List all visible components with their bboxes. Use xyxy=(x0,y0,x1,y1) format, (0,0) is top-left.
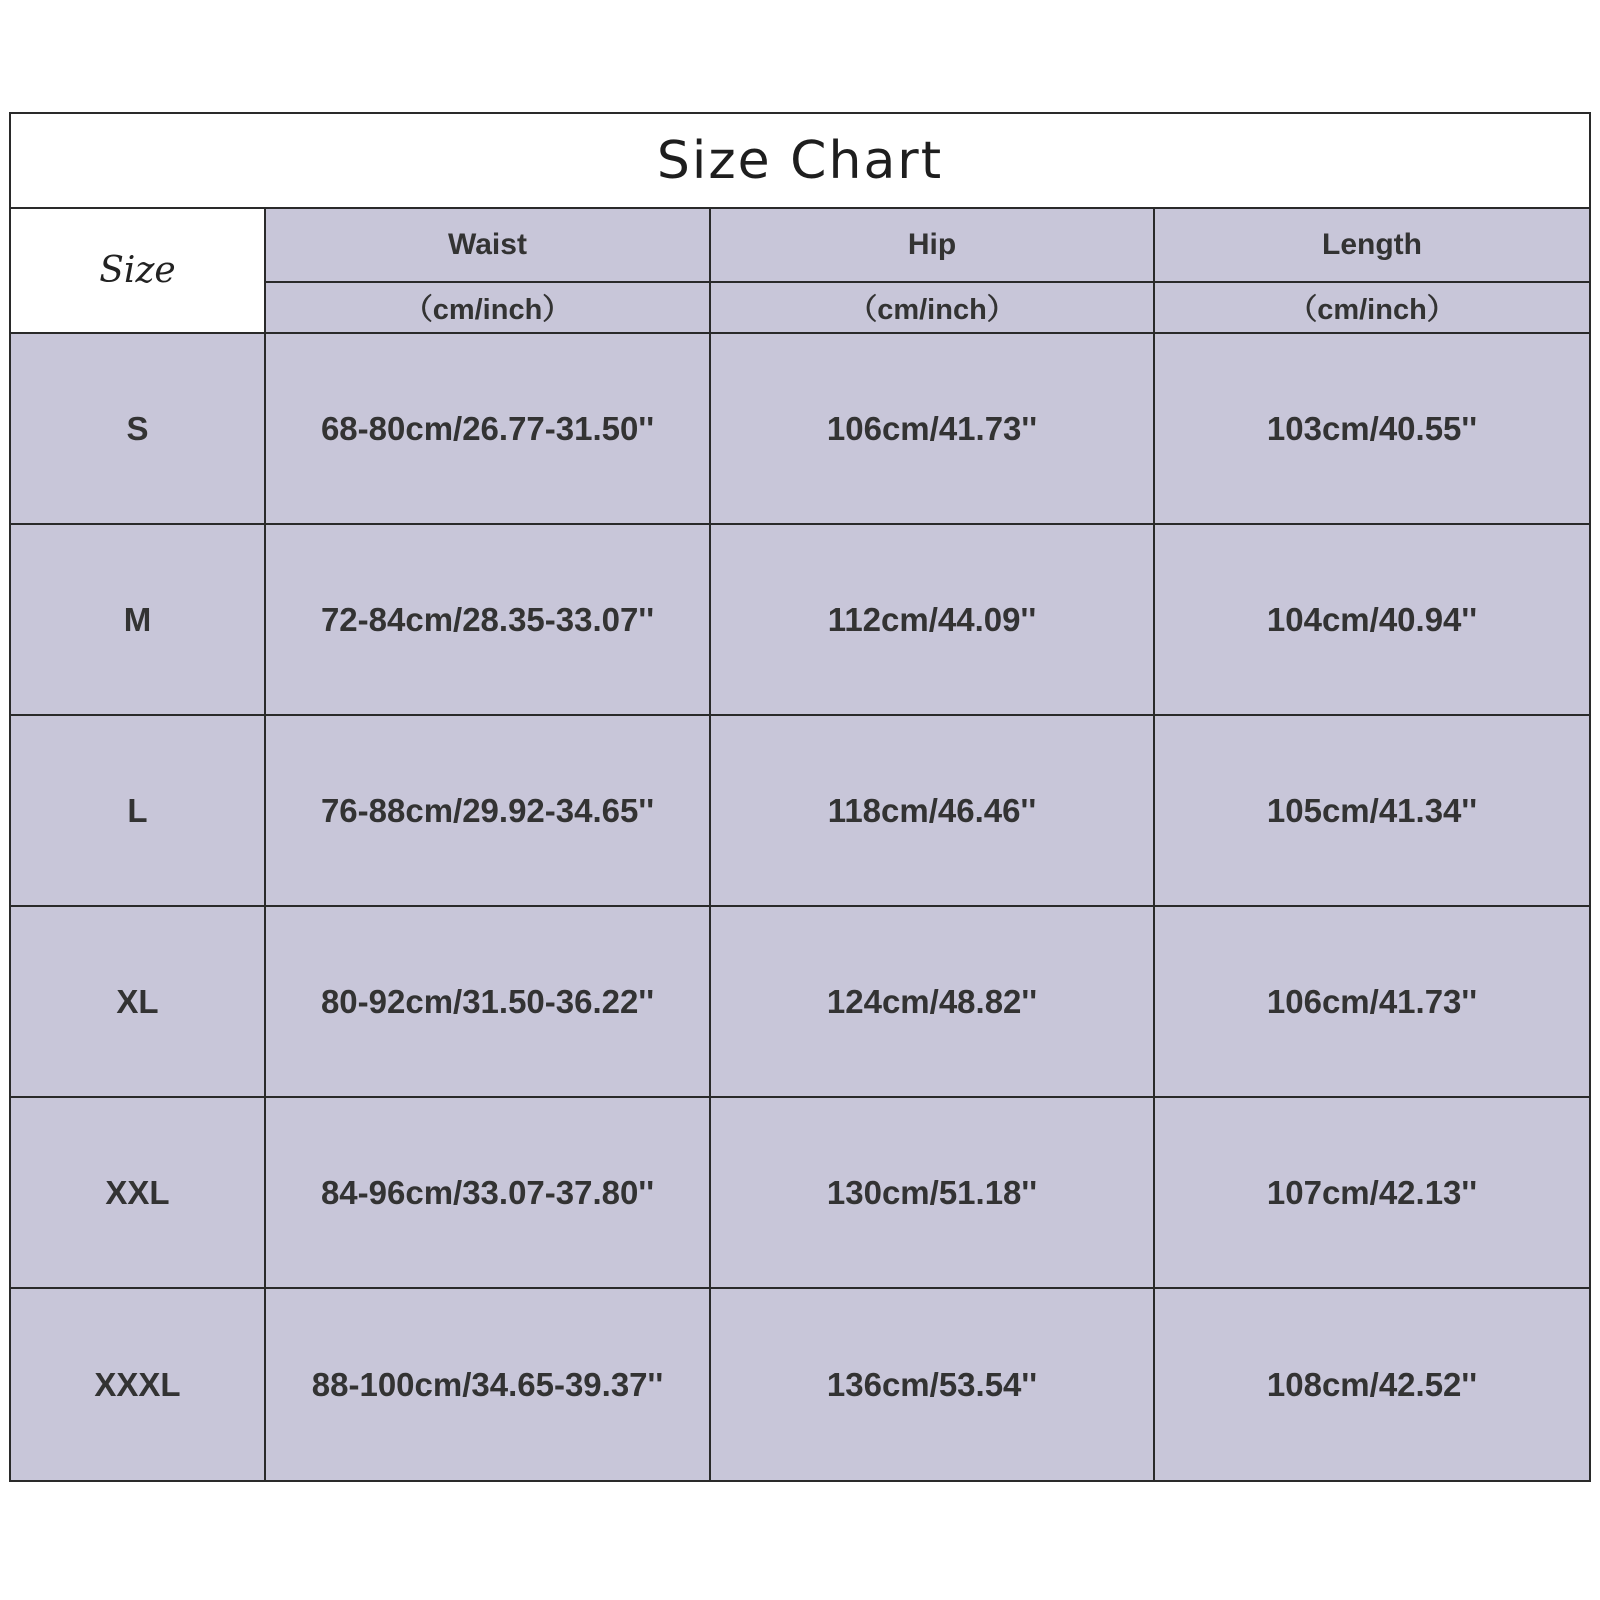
size-label: XXL xyxy=(11,1098,266,1289)
size-chart-table xyxy=(9,112,1591,1482)
length-value: 104cm/40.94'' xyxy=(1155,525,1589,716)
size-label: S xyxy=(11,334,266,525)
size-grid xyxy=(11,209,1589,1480)
length-value: 106cm/41.73'' xyxy=(1155,907,1589,1098)
hip-value: 106cm/41.73'' xyxy=(711,334,1155,525)
length-value: 108cm/42.52'' xyxy=(1155,1289,1589,1480)
length-value: 103cm/40.55'' xyxy=(1155,334,1589,525)
waist-value: 76-88cm/29.92-34.65'' xyxy=(266,716,711,907)
size-label: L xyxy=(11,716,266,907)
waist-value: 68-80cm/26.77-31.50'' xyxy=(266,334,711,525)
hip-value: 124cm/48.82'' xyxy=(711,907,1155,1098)
hip-value: 118cm/46.46'' xyxy=(711,716,1155,907)
hip-column-header: Hip xyxy=(711,209,1155,283)
waist-value: 72-84cm/28.35-33.07'' xyxy=(266,525,711,716)
size-label: M xyxy=(11,525,266,716)
waist-value: 80-92cm/31.50-36.22'' xyxy=(266,907,711,1098)
size-label: XXXL xyxy=(11,1289,266,1480)
waist-unit-header: （cm/inch） xyxy=(266,283,711,334)
length-column-header: Length xyxy=(1155,209,1589,283)
waist-value: 88-100cm/34.65-39.37'' xyxy=(266,1289,711,1480)
size-column-header: Size xyxy=(11,209,266,334)
hip-value: 136cm/53.54'' xyxy=(711,1289,1155,1480)
length-unit-header: （cm/inch） xyxy=(1155,283,1589,334)
waist-value: 84-96cm/33.07-37.80'' xyxy=(266,1098,711,1289)
size-label: XL xyxy=(11,907,266,1098)
waist-column-header: Waist xyxy=(266,209,711,283)
hip-value: 130cm/51.18'' xyxy=(711,1098,1155,1289)
chart-title: Size Chart xyxy=(11,114,1589,209)
hip-value: 112cm/44.09'' xyxy=(711,525,1155,716)
hip-unit-header: （cm/inch） xyxy=(711,283,1155,334)
length-value: 105cm/41.34'' xyxy=(1155,716,1589,907)
length-value: 107cm/42.13'' xyxy=(1155,1098,1589,1289)
